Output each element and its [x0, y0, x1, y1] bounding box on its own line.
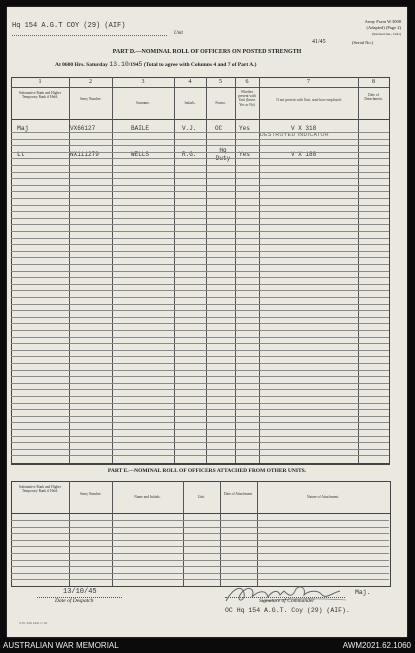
ruled-line [11, 370, 389, 371]
col-header: Surname. [136, 101, 150, 105]
year-prefix: /194 [128, 62, 139, 68]
despatch-label: Date of Despatch [55, 598, 94, 604]
print-code: S.W. 326 1941 C 45 [19, 621, 48, 625]
ruled-line [11, 389, 389, 390]
ruled-line [11, 257, 389, 258]
ruled-line [11, 185, 389, 186]
cell-forma: Hq Duty [215, 147, 231, 162]
ruled-line [11, 271, 389, 272]
ruled-line [11, 158, 389, 159]
serial-label: (Serial No.) [352, 40, 374, 45]
ruled-line [11, 422, 389, 423]
unit-label: Unit [174, 31, 183, 36]
date-value: 13.10 [109, 61, 129, 68]
cell-rank: Maj [17, 125, 29, 132]
ruled-line [11, 290, 389, 291]
ruled-line [11, 533, 389, 534]
col-number: 7 [307, 79, 310, 85]
col-number: 1 [38, 79, 42, 85]
col-header: Name and Initials. [134, 495, 161, 499]
part-e-title: PART E.—NOMINAL ROLL OF OFFICERS ATTACHED FROM OTHER UNITS. [107, 468, 307, 474]
ruled-line [11, 323, 389, 324]
form-line: (Adapted) (Page 2) [366, 25, 401, 30]
cell-number: VX66127 [70, 125, 96, 132]
col-header: Date of Detachment. [364, 93, 383, 102]
ruled-line [11, 403, 389, 404]
serial-number: 41/45 [312, 39, 326, 45]
ruled-line [11, 297, 389, 298]
date-prefix: At 0600 Hrs. Saturday [55, 62, 108, 68]
col-header: Substantive Rank and Higher Temporary Rank if Held. [18, 485, 62, 494]
form-number-block [325, 19, 401, 37]
ruled-line [11, 310, 389, 311]
header-divider [11, 119, 389, 120]
col-header: Date of Attachment. [223, 492, 254, 496]
commander-line: OC Hq 154 A.G.T. Coy (29) (AIF). [225, 607, 350, 614]
serial-den: 45 [319, 39, 326, 45]
ruled-line [11, 251, 389, 252]
part-d-bottom [11, 463, 389, 464]
col-header: Initials. [184, 101, 196, 105]
ruled-line [11, 520, 389, 521]
ruled-line [11, 264, 389, 265]
ruled-line [11, 396, 389, 397]
cell-present: Yes [239, 125, 250, 132]
col-number: 2 [89, 79, 92, 85]
destroyed-stamp: DESTROYED INDICATOR [260, 132, 330, 138]
ruled-line [11, 540, 389, 541]
part-e-header-divider [11, 513, 390, 514]
part-d-date-line [55, 61, 256, 68]
cell-surname: BAILE [131, 125, 150, 132]
cell-rank: Lt [17, 151, 25, 158]
ruled-line [11, 436, 389, 437]
col-number: 3 [141, 79, 145, 85]
col-header: Army Number. [79, 492, 102, 496]
unit-line: Hq 154 A.G.T COY (29) (AIF) [12, 22, 126, 30]
col-header: Forma. [215, 101, 226, 105]
despatch-date: 13/10/45 [63, 588, 97, 596]
cell-employed: V X 318 [291, 125, 317, 132]
ruled-line [11, 244, 389, 245]
ruled-line [11, 560, 389, 561]
cell-present: Yes [239, 151, 250, 158]
ruled-line [11, 224, 389, 225]
ruled-line [11, 350, 389, 351]
col-number-divider [11, 87, 389, 88]
ruled-line [11, 139, 389, 140]
unit-underline [12, 35, 167, 36]
cell-forma: OC [215, 125, 223, 132]
ruled-line [11, 152, 389, 153]
col-header: Whether present with Unit (Insert Yes or No) [238, 90, 256, 107]
ruled-line [11, 455, 389, 456]
ruled-line [11, 191, 389, 192]
ruled-line [11, 211, 389, 212]
ruled-line [11, 376, 389, 377]
cell-surname: WELLS [131, 151, 150, 158]
ruled-line [11, 363, 389, 364]
cell-number: NX111279 [70, 151, 99, 158]
cell-initials: V.J. [182, 125, 197, 132]
ruled-line [11, 317, 389, 318]
col-number: 4 [188, 79, 192, 85]
ruled-line [11, 231, 389, 232]
ruled-line [11, 442, 389, 443]
ruled-line [11, 356, 389, 357]
ruled-line [11, 337, 389, 338]
ruled-line [11, 429, 389, 430]
ruled-line [11, 277, 389, 278]
ruled-line [11, 165, 389, 166]
col-header: Nature of Attachment. [306, 495, 340, 499]
date-suffix: (Total to agree with Columns 4 and 7 of Part A.) [143, 62, 257, 68]
document-page [7, 7, 407, 637]
ruled-line [11, 218, 389, 219]
cell-initials: R.G. [182, 151, 197, 158]
col-header: If not present with Unit, state how employed. [276, 98, 342, 102]
archive-name: AUSTRALIAN WAR MEMORIAL [3, 641, 119, 650]
ruled-line [11, 238, 389, 239]
col-number: 8 [372, 79, 375, 85]
ruled-line [11, 449, 389, 450]
ruled-line [11, 198, 389, 199]
form-line: Army Form W.3008 [364, 19, 401, 24]
ruled-line [11, 330, 389, 331]
ruled-line [11, 573, 389, 574]
col-number: 5 [219, 79, 222, 85]
ruled-line [11, 205, 389, 206]
ruled-line [11, 546, 389, 547]
ruled-line [11, 172, 389, 173]
ruled-line [11, 304, 389, 305]
serial-num: 41 [312, 39, 318, 45]
ruled-line [11, 145, 389, 146]
ruled-line [11, 416, 389, 417]
col-header: Army Number. [79, 97, 102, 101]
ruled-line [11, 178, 389, 179]
ruled-line [11, 132, 389, 133]
archive-id: AWM2021.62.1060 [342, 641, 411, 650]
ruled-line [11, 566, 389, 567]
col-header: Substantive Rank and Higher Temporary Rank if Held. [18, 91, 62, 100]
ruled-line [11, 343, 389, 344]
cell-employed: V X 188 [291, 151, 317, 158]
archive-footer [0, 640, 415, 653]
col-number: 6 [245, 79, 249, 85]
part-d-title: PART D.—NOMINAL ROLL OF OFFICERS ON POSTED STRENGTH [112, 49, 302, 55]
ruled-line [11, 284, 389, 285]
ruled-line [11, 409, 389, 410]
ruled-line [11, 527, 389, 528]
form-line: (Revised Jan., 1941) [372, 32, 401, 36]
year-value: 5 [138, 61, 143, 68]
commander-rank: Maj. [355, 589, 371, 596]
col-header: Unit. [197, 495, 206, 499]
signature-label: Signature of Commander [259, 598, 315, 604]
ruled-line [11, 383, 389, 384]
ruled-line [11, 553, 389, 554]
